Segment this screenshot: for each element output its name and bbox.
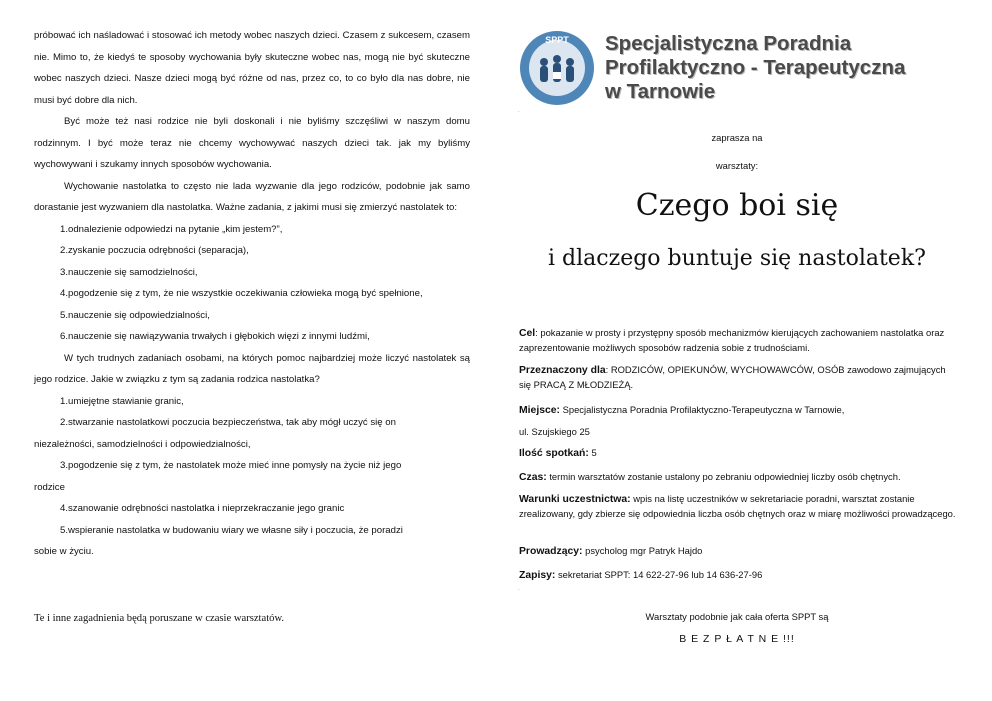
list-item: 1.odnalezienie odpowiedzi na pytanie „kim jestem?”,	[60, 223, 283, 235]
conditions-label: Warunki uczestnictwa:	[519, 494, 631, 505]
paragraph-2: Być może też nasi rodzice nie byli doskonali i nie byliśmy szczęśliwi w naszym domu rodzinnym. I być może teraz nie chcemy wychowywać naszych dzieci tak. jak my byliśmy wychowywani i szukamy innych sposobów wychowania.	[34, 116, 470, 170]
signup-label: Zapisy:	[519, 570, 556, 581]
sessions-text: 5	[588, 447, 597, 458]
list-item: 5.wspieranie nastolatka w budowaniu wiary we własne siły i poczucia, że poradzi	[60, 524, 403, 536]
time-section	[519, 470, 959, 485]
list-item: 6.nauczenie się nawiązywania trwałych i głębokich więzi z innymi ludźmi,	[60, 331, 370, 342]
instructor-label: Prowadzący:	[519, 546, 583, 557]
audience-section	[519, 363, 959, 392]
signup-text: sekretariat SPPT: 14 622-27-96 lub 14 636-27-96	[555, 569, 763, 580]
time-text: termin warsztatów zostanie ustalony po zebraniu odpowiedniej liczby osób chętnych.	[546, 471, 901, 482]
place-section	[519, 403, 959, 418]
goal-label: Cel	[519, 328, 536, 339]
workshop-title-line-2: i dlaczego buntuje się nastolatek?	[548, 246, 926, 271]
sessions-section	[519, 446, 959, 461]
free-line-2: B E Z P Ł A T N E !!!	[679, 633, 795, 645]
paragraph-3: Wychowanie nastolatka to często nie lada wyzwanie dla jego rodziców, podobnie jak samo dorastanie jest wyzwaniem dla nastolatka. Ważne zadania, z jakimi musi się zmierzyć nastolatek to:	[34, 180, 470, 213]
list-item: 2.zyskanie poczucia odrębności (separacja),	[60, 245, 249, 256]
list-item: 4.pogodzenie się z tym, że nie wszystkie oczekiwania człowieka mogą być spełnione,	[60, 288, 423, 299]
list-item: 3.nauczenie się samodzielności,	[60, 266, 198, 278]
list-item-continuation: sobie w życiu.	[34, 546, 94, 557]
invite-line-2: warsztaty:	[715, 160, 759, 171]
time-label: Czas:	[519, 472, 547, 483]
paragraph-1: próbować ich naśladować i stosować ich metody wobec naszych dzieci. Czasem z sukcesem, czasem nie. Mimo to, że kiedyś te sposoby wychowania były skuteczne wobec nas, mogą nie być skuteczne wobec naszych dzieci. Nasze dzieci mogą być różne od nas, przez co, to co było dla nas dobre, nie musi być dobre dla nich.	[34, 30, 470, 106]
conditions-text: wpis na listę uczestników w sekretariacie poradni, warsztat zostanie zrealizowany, gdy zbierze się odpowiednia liczba osób chętnych oraz w miarę możliwości prowadzącego.	[519, 493, 956, 519]
list-item: 2.stwarzanie nastolatkowi poczucia bezpieczeństwa, tak aby mógł uczyć się on	[60, 417, 396, 428]
place-text: Specjalistyczna Poradnia Profilaktyczno-Terapeutyczna w Tarnowie,	[560, 404, 845, 415]
mark: .	[518, 586, 520, 592]
sessions-label: Ilość spotkań:	[519, 448, 589, 459]
list-item-continuation: niezależności, samodzielności i odpowiedzialności,	[34, 438, 251, 450]
parent-tasks-list	[34, 391, 470, 563]
left-column	[34, 25, 470, 624]
instructor-text: psycholog mgr Patryk Hajdo	[582, 545, 703, 556]
list-item: 4.szanowanie odrębności nastolatka i nieprzekraczanie jego granic	[60, 503, 345, 514]
org-title-line: Specjalistyczna Poradnia	[605, 32, 852, 55]
goal-section	[519, 326, 959, 355]
org-title-line: Profilaktyczno - Terapeutyczna	[605, 56, 906, 79]
goal-text: : pokazanie w prosty i przystępny sposób mechanizmów kierujących zachowaniem nastolatka oraz zaprezentowanie możliwych sposobów radzenia sobie z trudnościami.	[519, 327, 945, 353]
audience-label: Przeznaczony dla	[519, 365, 606, 376]
list-item: 1.umiejętne stawianie granic,	[60, 395, 184, 407]
mark: .	[518, 108, 520, 114]
sppt-logo	[517, 28, 597, 108]
free-line-1: Warsztaty podobnie jak cała oferta SPPT są	[645, 611, 829, 622]
invite-line-1: zaprasza na	[711, 132, 763, 143]
conditions-section	[519, 492, 959, 521]
audience-text: : RODZICÓW, OPIEKUNÓW, WYCHOWAWCÓW, OSÓB zawodowo zajmujących się PRACĄ Z MŁODZIEŻĄ.	[519, 364, 946, 390]
org-title-line: w Tarnowie	[605, 80, 716, 103]
paragraph-4: W tych trudnych zadaniach osobami, na których pomoc najbardziej może liczyć nastolatek są jego rodzice. Jakie w związku z tym są zadania rodzica nastolatka?	[34, 352, 470, 385]
signup-section	[519, 568, 959, 583]
instructor-section	[519, 544, 959, 559]
teen-tasks-list	[34, 219, 470, 348]
organization-title	[605, 32, 975, 104]
logo-lettering: SPPT	[545, 35, 569, 45]
list-item: 3.pogodzenie się z tym, że nastolatek może mieć inne pomysły na życie niż jego	[60, 460, 402, 471]
place-address: ul. Szujskiego 25	[519, 426, 590, 437]
place-label: Miejsce:	[519, 405, 561, 416]
closing-note: Te i inne zagadnienia będą poruszane w czasie warsztatów.	[34, 613, 285, 624]
list-item-continuation: rodzice	[34, 481, 65, 493]
list-item: 5.nauczenie się odpowiedzialności,	[60, 309, 210, 321]
workshop-title-line-1: Czego boi się	[635, 188, 839, 223]
